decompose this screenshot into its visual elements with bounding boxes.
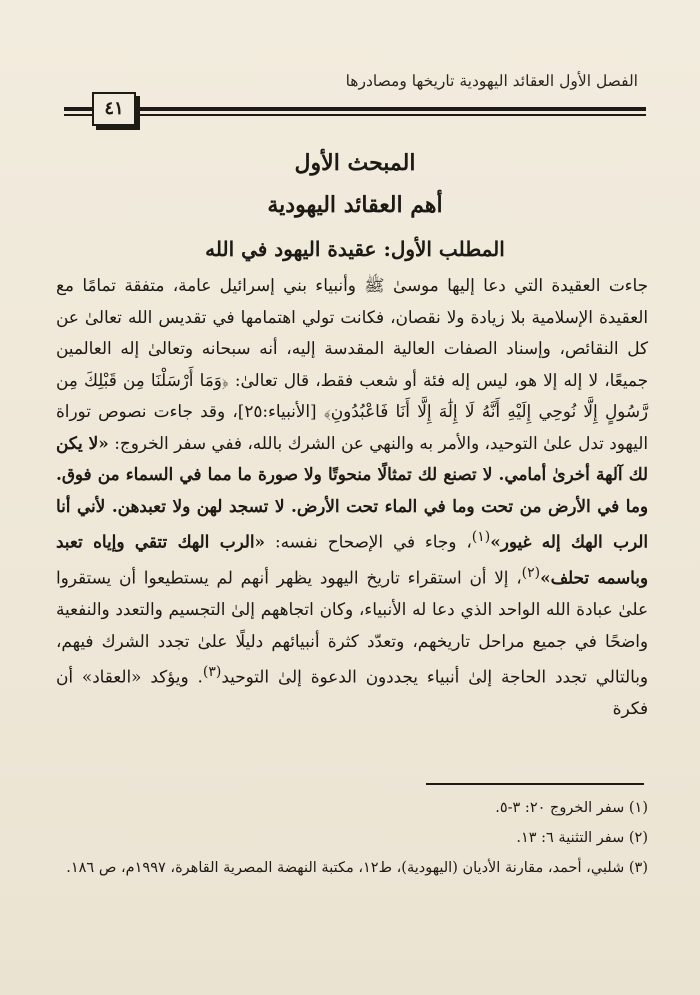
- footnote-ref-1: (١): [471, 529, 491, 545]
- footnote-rule: [426, 783, 644, 785]
- section-subtitle: أهم العقائد اليهودية: [267, 192, 443, 218]
- body-text-part-1: جاءت العقيدة التي دعا إليها موسىٰ ﷺ وأنبياء بني إسرائيل عامة، متفقة تمامًا مع العقيدة الإسلامية بلا زيادة ولا نقصان، فكانت تولي اهتمامها في تقديس الله تعالىٰ عن كل النقائص، وإسناد الصفات العالية المقدسة إليه، أنه سبحانه وتعالىٰ إله العالمين جميعًا، لا إله إلا هو، ليس إله فئة أو شعب فقط، قال تعالىٰ:: [56, 275, 648, 390]
- section-title: المبحث الأول: [294, 150, 416, 176]
- torah-quote-exodus: «لا يكن لك آلهة أخرىٰ أمامي. لا تصنع لك تمثالًا منحوتًا ولا صورة ما مما في السماء من فوق. وما في الأرض من تحت وما في الماء تحت الأرض. لا تسجد لهن ولا تعبدهن. لأني أنا الرب الهك إله غيور»: [56, 432, 648, 552]
- body-text-part-3: ، وجاء في الإصحاح نفسه:: [275, 531, 472, 552]
- page-number: ٤١: [92, 92, 136, 126]
- footnote-2: (٢) سفر التثنية ٦: ١٣.: [516, 830, 648, 846]
- body-text-part-5: . ويؤكد «العقاد» أن فكرة: [56, 666, 648, 719]
- body-text-part-2: [الأنبياء:٢٥]، وقد جاءت نصوص توراة اليهود تدل علىٰ التوحيد، والأمر به والنهي عن الشرك بالله، ففي سفر الخروج:: [56, 401, 649, 453]
- quran-verse: ﴿وَمَا أَرْسَلْنَا مِن قَبْلِكَ مِن رَّسُولٍ إِلَّا نُوحِي إِلَيْهِ أَنَّهُ لَا إِلَٰهَ إِلَّا أَنَا فَاعْبُدُونِ﴾: [56, 369, 648, 421]
- running-head: الفصل الأول العقائد اليهودية تاريخها ومصادرها: [345, 72, 638, 90]
- body-text-part-4: ، إلا أن استقراء تاريخ اليهود يظهر أنهم لم يستطيعوا أن يستقروا علىٰ عبادة الله الواحد الذي دعا له الأنبياء، وكان اتجاههم إلىٰ التجسيم والتعدد والنفعية واضحًا في جميع مراحل تاريخهم، وتعدّد كثرة أنبيائهم دليلًا علىٰ تجدد الشرك فيهم، وبالتالي تجدد الحاجة إلىٰ أنبياء يجددون الدعوة إلىٰ التوحيد: [56, 567, 649, 687]
- header-rule-thin: [64, 114, 646, 116]
- torah-quote-chapter: «الرب الهك تتقي وإياه تعبد وباسمه تحلف»: [56, 531, 648, 588]
- footnote-ref-2: (٢): [521, 565, 541, 582]
- body-paragraph: [56, 270, 648, 725]
- body-text: [56, 270, 648, 725]
- footnote-ref-3: (٣): [202, 664, 222, 681]
- footnote-3: (٣) شلبي، أحمد، مقارنة الأديان (اليهودية)، ط١٢، مكتبة النهضة المصرية القاهرة، ١٩٩٧م، ص ١٨٦.: [66, 860, 648, 876]
- footnotes: [56, 793, 648, 883]
- header-rule: [64, 104, 646, 118]
- subsection-title: المطلب الأول: عقيدة اليهود في الله: [205, 237, 505, 261]
- footnote-1: (١) سفر الخروج ٢٠: ٣-٥.: [495, 800, 648, 816]
- header-rule-thick: [64, 107, 646, 111]
